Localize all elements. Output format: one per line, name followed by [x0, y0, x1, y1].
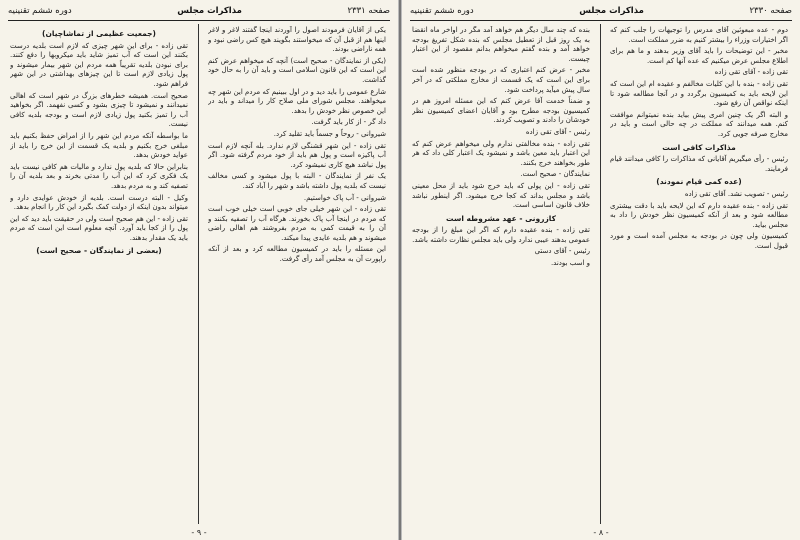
paragraph: ما بواسطه آنکه مردم این شهر را از امراض حفظ بکنیم باید مبلغی خرج بکنیم و بلدیه یک قسمت از این خرج را باید از عواید خودش بدهد.	[10, 131, 188, 160]
text-column-right	[610, 26, 788, 524]
paragraph: رئیس - رأی میگیریم آقایانی که مذاکرات را کافی میدانند قیام فرمایند.	[610, 155, 788, 173]
paragraph: مخبر - این توضیحات را باید آقای وزیر بدهند و ما هم برای اطلاع مجلس عرض میکنیم که عده آنها کم است.	[610, 47, 788, 65]
issue-label: دوره ششم تقنینیه	[410, 6, 474, 16]
paragraph: تقی زاده - این هم صحیح است ولی در حقیقت باید دید که این پول را از کجا باید آورد. آنچه معلوم است این است که مردم باید یک مقدار بدهند.	[10, 214, 188, 242]
page-number-label: صفحه ۲۳۳۰	[749, 6, 792, 16]
right-page-header	[410, 4, 792, 18]
paragraph: (بعضی از نمایندگان - صحیح است)	[36, 246, 162, 256]
paragraph: و اسب بودند.	[550, 259, 590, 268]
paragraph: شیروانی - روحاً و جسماً باید تقلید کرد.	[273, 129, 386, 138]
paragraph: داد گر - از کار باید گرفت.	[311, 118, 386, 127]
paragraph: یک نفر از نمایندگان - البته با پول میشود و کسی مخالف نیست که بلدیه پول داشته باشد و شهر را آباد کند.	[208, 172, 386, 190]
running-title: مذاکرات مجلس	[579, 6, 644, 16]
paragraph: شارع عمومی را باید دید و در اول ببینیم که مردم این شهر چه میخواهند. مجلس شورای ملی صلاح کار را میداند و باید در این خصوص نظر خودش را بدهد.	[208, 87, 386, 115]
paragraph: مذاکرات کافی است	[662, 142, 736, 152]
running-title: مذاکرات مجلس	[177, 6, 242, 16]
paragraph: وکیل - البته درست است. بلدیه از خودش عوایدی دارد و میتواند بدون اینکه از دولت کمک بگیرد این کار را انجام بدهد.	[10, 193, 188, 212]
paragraph: شیروانی - آب پاک خواستیم.	[303, 193, 386, 202]
column-divider	[600, 24, 601, 524]
paragraph: تقی زاده - بنده عقیده دارم که این لایحه باید با دقت بیشتری مطالعه شود و بعد از آنکه کمیسیون نظر خودش را داد به مجلس بیاید.	[610, 201, 788, 229]
paragraph: رئیس - تصویب نشد. آقای تقی زاده	[684, 189, 788, 198]
paragraph: تقی زاده - این شهر قشنگی لازم ندارد. بله آنچه لازم است آب پاکیزه است و پول هم باید از خود مردم گرفته شود. اگر پول نباشد هیچ کاری نمیشود کرد.	[208, 141, 386, 169]
paragraph: نمایندگان - صحیح است.	[520, 170, 590, 179]
paragraph: صحیح است. همیشه خطرهای بزرگ در شهر است که اهالی نمیدانند و نمیشود تا چیزی بشود و کسی نفهمد. اگر بخواهید آب را تمیز بکنید پول زیادی لازم است و بودجه بلدیه کافی نیست.	[10, 91, 188, 129]
paragraph: (یکی از نمایندگان - صحیح است) آنچه که میخواهم عرض کنم این است که این قانون اسلامی است و باید آن را به حال خود گذاشت.	[208, 56, 386, 84]
paragraph: کازرونی - عهد مشروطه است	[446, 213, 556, 223]
paragraph: تقی زاده - آقای تقی زاده	[714, 68, 788, 77]
paragraph: تقی زاده - بنده با این کلیات مخالفم و عقیده ام این است که این لایحه باید به کمیسیون برگردد و در آنجا مطالعه شود تا اینکه نواقص آن رفع شود.	[610, 79, 788, 108]
paragraph: تقی زاده - این شهر خیلی جای خوبی است خیلی خوب است که مردم در اینجا آب پاک بخورند. هرگاه آب را تصفیه بکنند و آن را به قیمت کمی به مردم بفروشند هم اهالی راضی میشوند و هم بلدیه عایدی پیدا میکند.	[208, 205, 386, 242]
issue-label: دوره ششم تقنینیه	[8, 6, 72, 16]
right-page	[401, 0, 800, 540]
paragraph: تقی زاده - این پولی که باید خرج شود باید از محل معینی باشد و مجلس بداند که کجا خرج میشود. اگر اینطور نباشد خلاف قانون اساسی است.	[412, 181, 590, 210]
text-column-left	[412, 26, 590, 524]
header-rule	[8, 20, 390, 21]
paragraph: بنابراین حالا که بلدیه پول ندارد و مالیات هم کافی نیست باید یک فکری کرد که این آب را مدتی بخرند و بعد بلدیه آن را تصفیه کند و به مردم بدهد.	[10, 162, 188, 190]
column-divider	[198, 24, 199, 524]
paragraph: تقی زاده - بنده مخالفتی ندارم ولی میخواهم عرض کنم که این اعتبار باید معین باشد و نمیشود یک اعتبار کلی داد که هر طور بخواهند خرج بکنند.	[412, 139, 590, 167]
header-rule	[410, 20, 792, 21]
paragraph: دوم - عده مبعوثین آقای مدرس را توجیهات را جلب کنم که اگر اختیارات وزراء را بیشتر کنیم به ضرر مملکت است.	[610, 26, 788, 44]
left-page	[0, 0, 399, 540]
paragraph: تقی زاده - بنده عقیده دارم که اگر این مبلغ را از بودجه عمومی بدهند عیبی ندارد ولی باید مجلس نظارت داشته باشد.	[412, 226, 590, 244]
left-page-header	[8, 4, 390, 18]
page-number-label: صفحه ۲۳۳۱	[347, 6, 390, 16]
paragraph: رئیس - آقای تقی زاده	[525, 127, 590, 136]
paragraph: این مسئله را باید در کمیسیون مطالعه کرد و بعد از آنکه راپورت آن به مجلس آمد رأی گرفت.	[208, 245, 386, 264]
paragraph: تقی زاده - برای این شهر چیزی که لازم است بلدیه درست بکنند این است که آب تمیز شاید باید میکروبها را دفع کنند. برای نبودن بلدیه تقریباً همه مردم این شهر بیمار میشوند و پول زیادی لازم است تا این چیزهای بهداشتی در این شهر فراهم شود.	[10, 41, 188, 88]
page-footer-number: - ۸ -	[593, 528, 609, 537]
text-column-left	[10, 26, 188, 524]
paragraph: و البته اگر یک چنین امری پیش بیاید بنده نمیتوانم موافقت کنم. همه میدانند که مملکت در چه حالی است و باید در مخارج صرفه جویی کرد.	[610, 110, 788, 138]
page-footer-number: - ۹ -	[191, 528, 207, 537]
paragraph: رئیس - آقای دستی	[534, 247, 590, 256]
paragraph: کمیسیون ولی چون در بودجه به مجلس آمده است و مورد قبول است.	[610, 232, 788, 250]
paragraph: (جمعیت عظیمی از تماشاچیان)	[42, 29, 156, 38]
paragraph: مخبر - عرض کنم اعتباری که در بودجه منظور شده است برای این است که یک قسمت از مخارج مملکتی که در آخر سال پیش میآید پرداخت شود.	[412, 66, 590, 94]
paragraph: یکی از آقایان فرمودند اصول را آوردند اینجا گفتند لاغر و لاغر اینها هم از قبل آن که میخواستند بگویند هیچ کس راضی نبود و همه ناراضی بودند.	[208, 26, 386, 54]
paragraph: (عده کمی قیام نمودند)	[656, 177, 742, 187]
text-column-right	[208, 26, 386, 524]
paragraph: و ضمناً خدمت آقا عرض کنم که این مسئله امروز هم در کمیسیون بودجه مطرح بود و آقایان اعضای کمیسیون نظر خودشان را دادند و تصویب کردند.	[412, 97, 590, 125]
paragraph: بنده که چند سال دیگر هم خواهد آمد مگر در اواخر ماه انقضا به یک روز قبل از تعطیل مجلس که بنده شکل تفریغ بودجه خواهد آمد و بنده گفتم میخواهم بدانم مقصود از این اعتبار چیست.	[412, 26, 590, 63]
